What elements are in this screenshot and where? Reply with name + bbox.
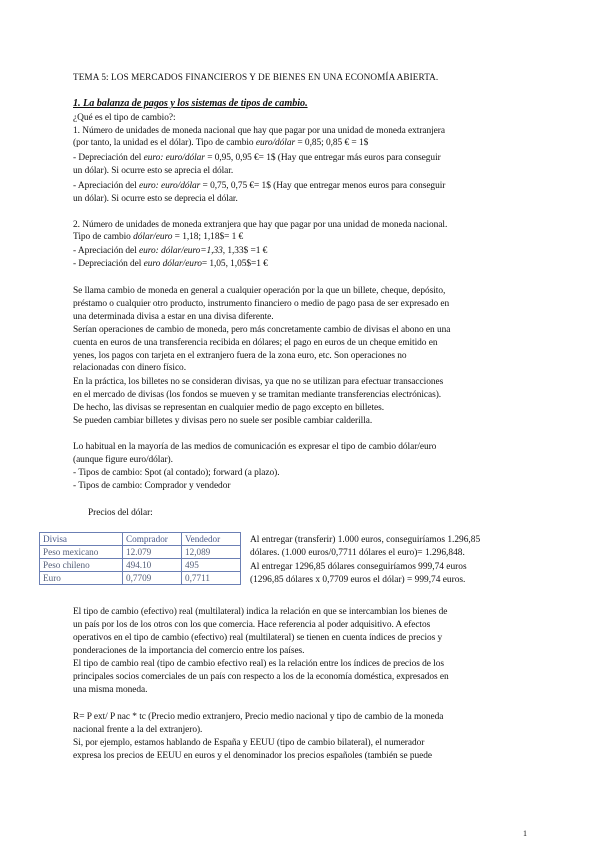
paragraph-line: operativos en el tipo de cambio (efectivo) real (multilateral) se tienen en cuenta índices de precios y xyxy=(73,633,443,643)
table-cell: Peso mexicano xyxy=(40,546,123,559)
page-number: 1 xyxy=(523,829,527,838)
paragraph-line: En la práctica, los billetes no se consideran divisas, ya que no se utilizan para efectuar transacciones xyxy=(73,377,444,387)
depreciation-1-line-1: - Depreciación del euro: euro/dólar = 0,95, 0,95 €= 1$ (Hay que entregar más euros para conseguir xyxy=(73,153,441,163)
paragraph-line: (aunque figure euro/dólar). xyxy=(73,455,173,465)
table-cell: Peso chileno xyxy=(40,559,123,572)
appreciation-1-line-1: - Apreciación del euro: euro/dólar = 0,75, 0,75 €= 1$ (Hay que entregar menos euros para conseguir xyxy=(73,181,446,191)
paragraph-line: El tipo de cambio (efectivo) real (multilateral) indica la relación en que se intercambian los bienes de xyxy=(73,607,448,617)
paragraph-line: una misma moneda. xyxy=(73,685,148,695)
table-cell: Euro xyxy=(40,572,123,585)
table-cell: 495 xyxy=(182,559,241,572)
table-row xyxy=(40,546,241,559)
page-title: TEMA 5: LOS MERCADOS FINANCIEROS Y DE BIENES EN UNA ECONOMÍA ABIERTA. xyxy=(73,72,439,82)
depreciation-2-line: - Depreciación del euro dólar/euro= 1,05, 1,05$=1 € xyxy=(73,259,268,269)
paragraph-line: relacionadas con dinero físico. xyxy=(73,363,186,373)
table-cell: 0,7711 xyxy=(182,572,241,585)
question-line: ¿Qué es el tipo de cambio?: xyxy=(73,113,176,123)
paragraph-line: ponderaciones de la importancia del comercio entre los países. xyxy=(73,646,305,656)
paragraph-line: Se pueden cambiar billetes y divisas pero no suele ser posible cambiar calderilla. xyxy=(73,416,373,426)
definition-2-line-1: 2. Número de unidades de moneda extranjera que hay que pagar por una unidad de moneda nacional. xyxy=(73,220,448,230)
paragraph-line: Se llama cambio de moneda en general a cualquier operación por la que un billete, cheque, depósito, xyxy=(73,286,446,296)
definition-1-line-2: (por tanto, la unidad es el dólar). Tipo de cambio euro/dólar = 0,85; 0,85 € = 1$ xyxy=(73,138,369,148)
appreciation-2-line: - Apreciación del euro: dólar/euro=1,33, 1,33$ =1 € xyxy=(73,246,268,256)
paragraph-line: principales socios comerciales de un país con respecto a los de la economía doméstica, expresados en xyxy=(73,672,449,682)
paragraph-line: El tipo de cambio real (tipo de cambio efectivo real) es la relación entre los índices de precios de los xyxy=(73,659,444,669)
table-cell: 12,089 xyxy=(182,546,241,559)
paragraph-line: Si, por ejemplo, estamos hablando de España y EEUU (tipo de cambio bilateral), el numerador xyxy=(73,738,425,748)
section-heading: 1. La balanza de pagos y los sistemas de tipos de cambio. xyxy=(73,98,308,109)
table-header-cell: Comprador xyxy=(123,533,182,546)
dollar-rates-table xyxy=(39,532,241,585)
paragraph-line: expresa los precios de EEUU en euros y el denominador los precios españoles (también se puede xyxy=(73,751,433,761)
side-note-line: Al entregar 1296,85 dólares conseguiríamos 999,74 euros xyxy=(250,562,467,572)
paragraph-line: - Tipos de cambio: Comprador y vendedor xyxy=(73,481,231,491)
paragraph-line: R= P ext/ P nac * tc (Precio medio extranjero, Precio medio nacional y tipo de cambio de la moneda xyxy=(73,712,444,722)
side-note-line: (1296,85 dólares x 0,7709 euros el dólar) = 999,74 euros. xyxy=(250,575,466,585)
depreciation-1-line-2: un dólar). Si ocurre esto se aprecia el dólar. xyxy=(73,166,234,176)
table-row xyxy=(40,559,241,572)
prices-label: Precios del dólar: xyxy=(88,508,153,518)
table-header-cell: Divisa xyxy=(40,533,123,546)
paragraph-line: préstamo o cualquier otro producto, instrumento financiero o medio de pago pasa de ser expresado en xyxy=(73,299,450,309)
definition-1-line-1: 1. Número de unidades de moneda nacional que hay que pagar por una unidad de moneda extranjera xyxy=(73,126,445,136)
paragraph-line: un país por los de los otros con los que comercia. Hace referencia al poder adquisitivo. A efectos xyxy=(73,620,431,630)
side-note-line: dólares. (1.000 euros/0,7711 dólares el euro)= 1.296,848. xyxy=(250,548,465,558)
side-note-line: Al entregar (transferir) 1.000 euros, conseguiríamos 1.296,85 xyxy=(250,535,481,545)
paragraph-line: Serían operaciones de cambio de moneda, pero más concretamente cambio de divisas el abono en una xyxy=(73,325,451,335)
paragraph-line: nacional frente a la del extranjero). xyxy=(73,725,203,735)
paragraph-line: una determinada divisa a estar en una divisa diferente. xyxy=(73,312,274,322)
paragraph-line: cuenta en euros de una transferencia recibida en dólares; el pago en euros de un cheque emitido en xyxy=(73,338,438,348)
paragraph-line: - Tipos de cambio: Spot (al contado); forward (a plazo). xyxy=(73,468,280,478)
paragraph-line: Lo habitual en la mayoría de las medios de comunicación es expresar el tipo de cambio dólar/euro xyxy=(73,442,437,452)
definition-2-line-2: Tipo de cambio dólar/euro = 1,18; 1,18$= 1 € xyxy=(73,232,244,242)
paragraph-line: en el mercado de divisas (los fondos se mueven y se tramitan mediante transferencias electrónicas). xyxy=(73,390,442,400)
appreciation-1-line-2: un dólar). Si ocurre esto se deprecia el dólar. xyxy=(73,194,238,204)
table-cell: 12.079 xyxy=(123,546,182,559)
paragraph-line: yenes, los pagos con tarjeta en el extranjero fuera de la zona euro, etc. Son operaciones no xyxy=(73,351,407,361)
table-header-cell: Vendedor xyxy=(182,533,241,546)
table-cell: 494.10 xyxy=(123,559,182,572)
table-header-row xyxy=(40,533,241,546)
table-row xyxy=(40,572,241,585)
table-cell: 0,7709 xyxy=(123,572,182,585)
paragraph-line: De hecho, las divisas se representan en cualquier medio de pago excepto en billetes. xyxy=(73,403,385,413)
